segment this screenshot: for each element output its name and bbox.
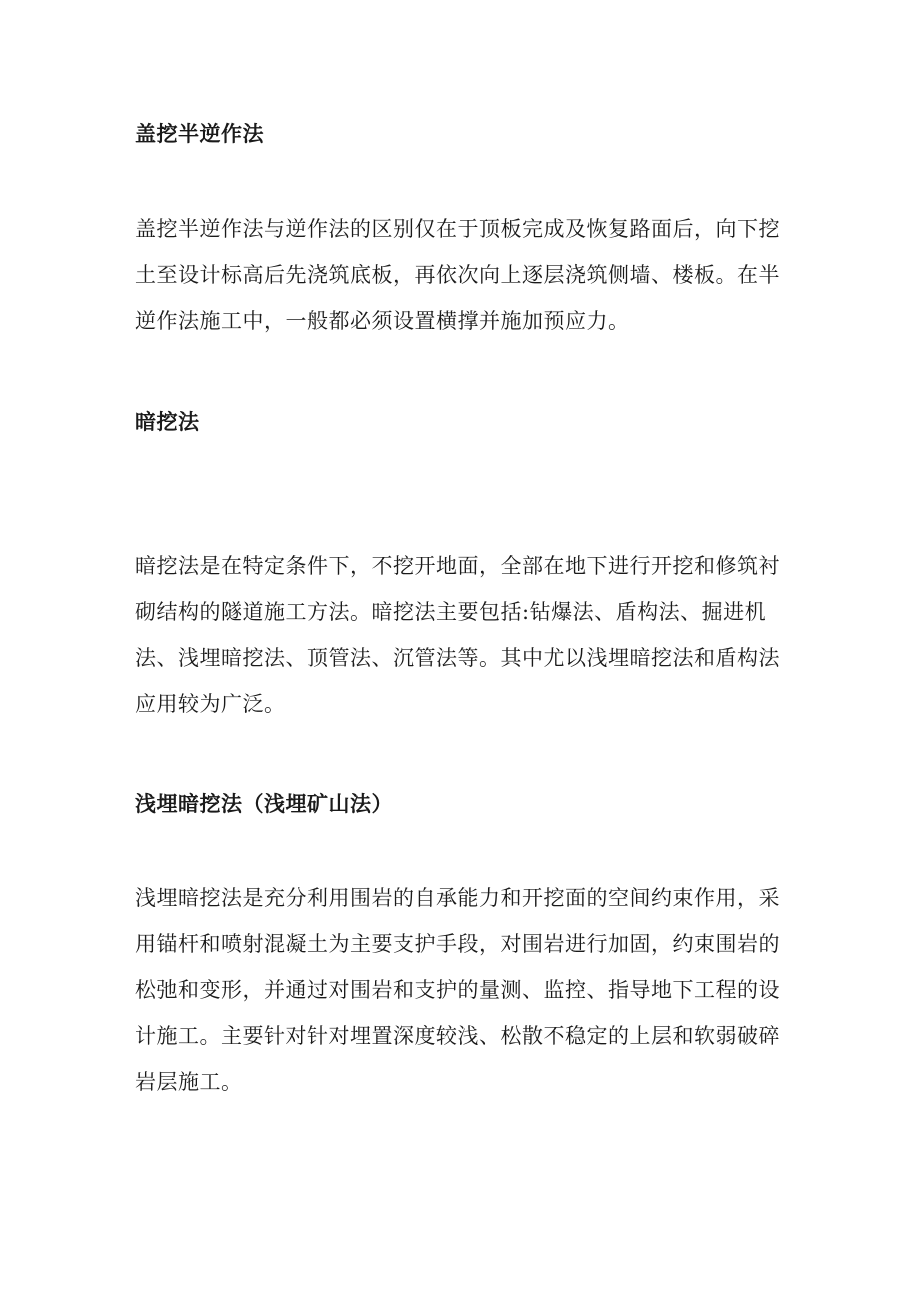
section-heading-mining-method: 暗挖法 bbox=[135, 409, 200, 434]
section-paragraph-shallow-mining-method: 浅埋暗挖法是充分利用围岩的自承能力和开挖面的空间约束作用，采用锚杆和喷射混凝土为主要支护手段，对围岩进行加固，约束围岩的松弛和变形，并通过对围岩和支护的量测、监控、指导地下工程的设计施工。主要针对针对埋置深度较浅、松散不稳定的上层和软弱破碎岩层施工。 bbox=[135, 886, 780, 1094]
section-heading-shallow-mining-method: 浅埋暗挖法（浅埋矿山法） bbox=[135, 791, 393, 816]
section-paragraph-cover-excavation-semi-reverse: 盖挖半逆作法与逆作法的区别仅在于顶板完成及恢复路面后，向下挖土至设计标高后先浇筑底板，再依次向上逐层浇筑侧墙、楼板。在半逆作法施工中，一般都必须设置横撑并施加预应力。 bbox=[135, 217, 780, 333]
section-paragraph-mining-method: 暗挖法是在特定条件下，不挖开地面，全部在地下进行开挖和修筑衬砌结构的隧道施工方法。暗挖法主要包括:钻爆法、盾构法、掘进机法、浅埋暗挖法、顶管法、沉管法等。其中尤以浅埋暗挖法和盾构法应用较为广泛。 bbox=[135, 554, 780, 716]
section-heading-cover-excavation-semi-reverse: 盖挖半逆作法 bbox=[135, 121, 264, 146]
